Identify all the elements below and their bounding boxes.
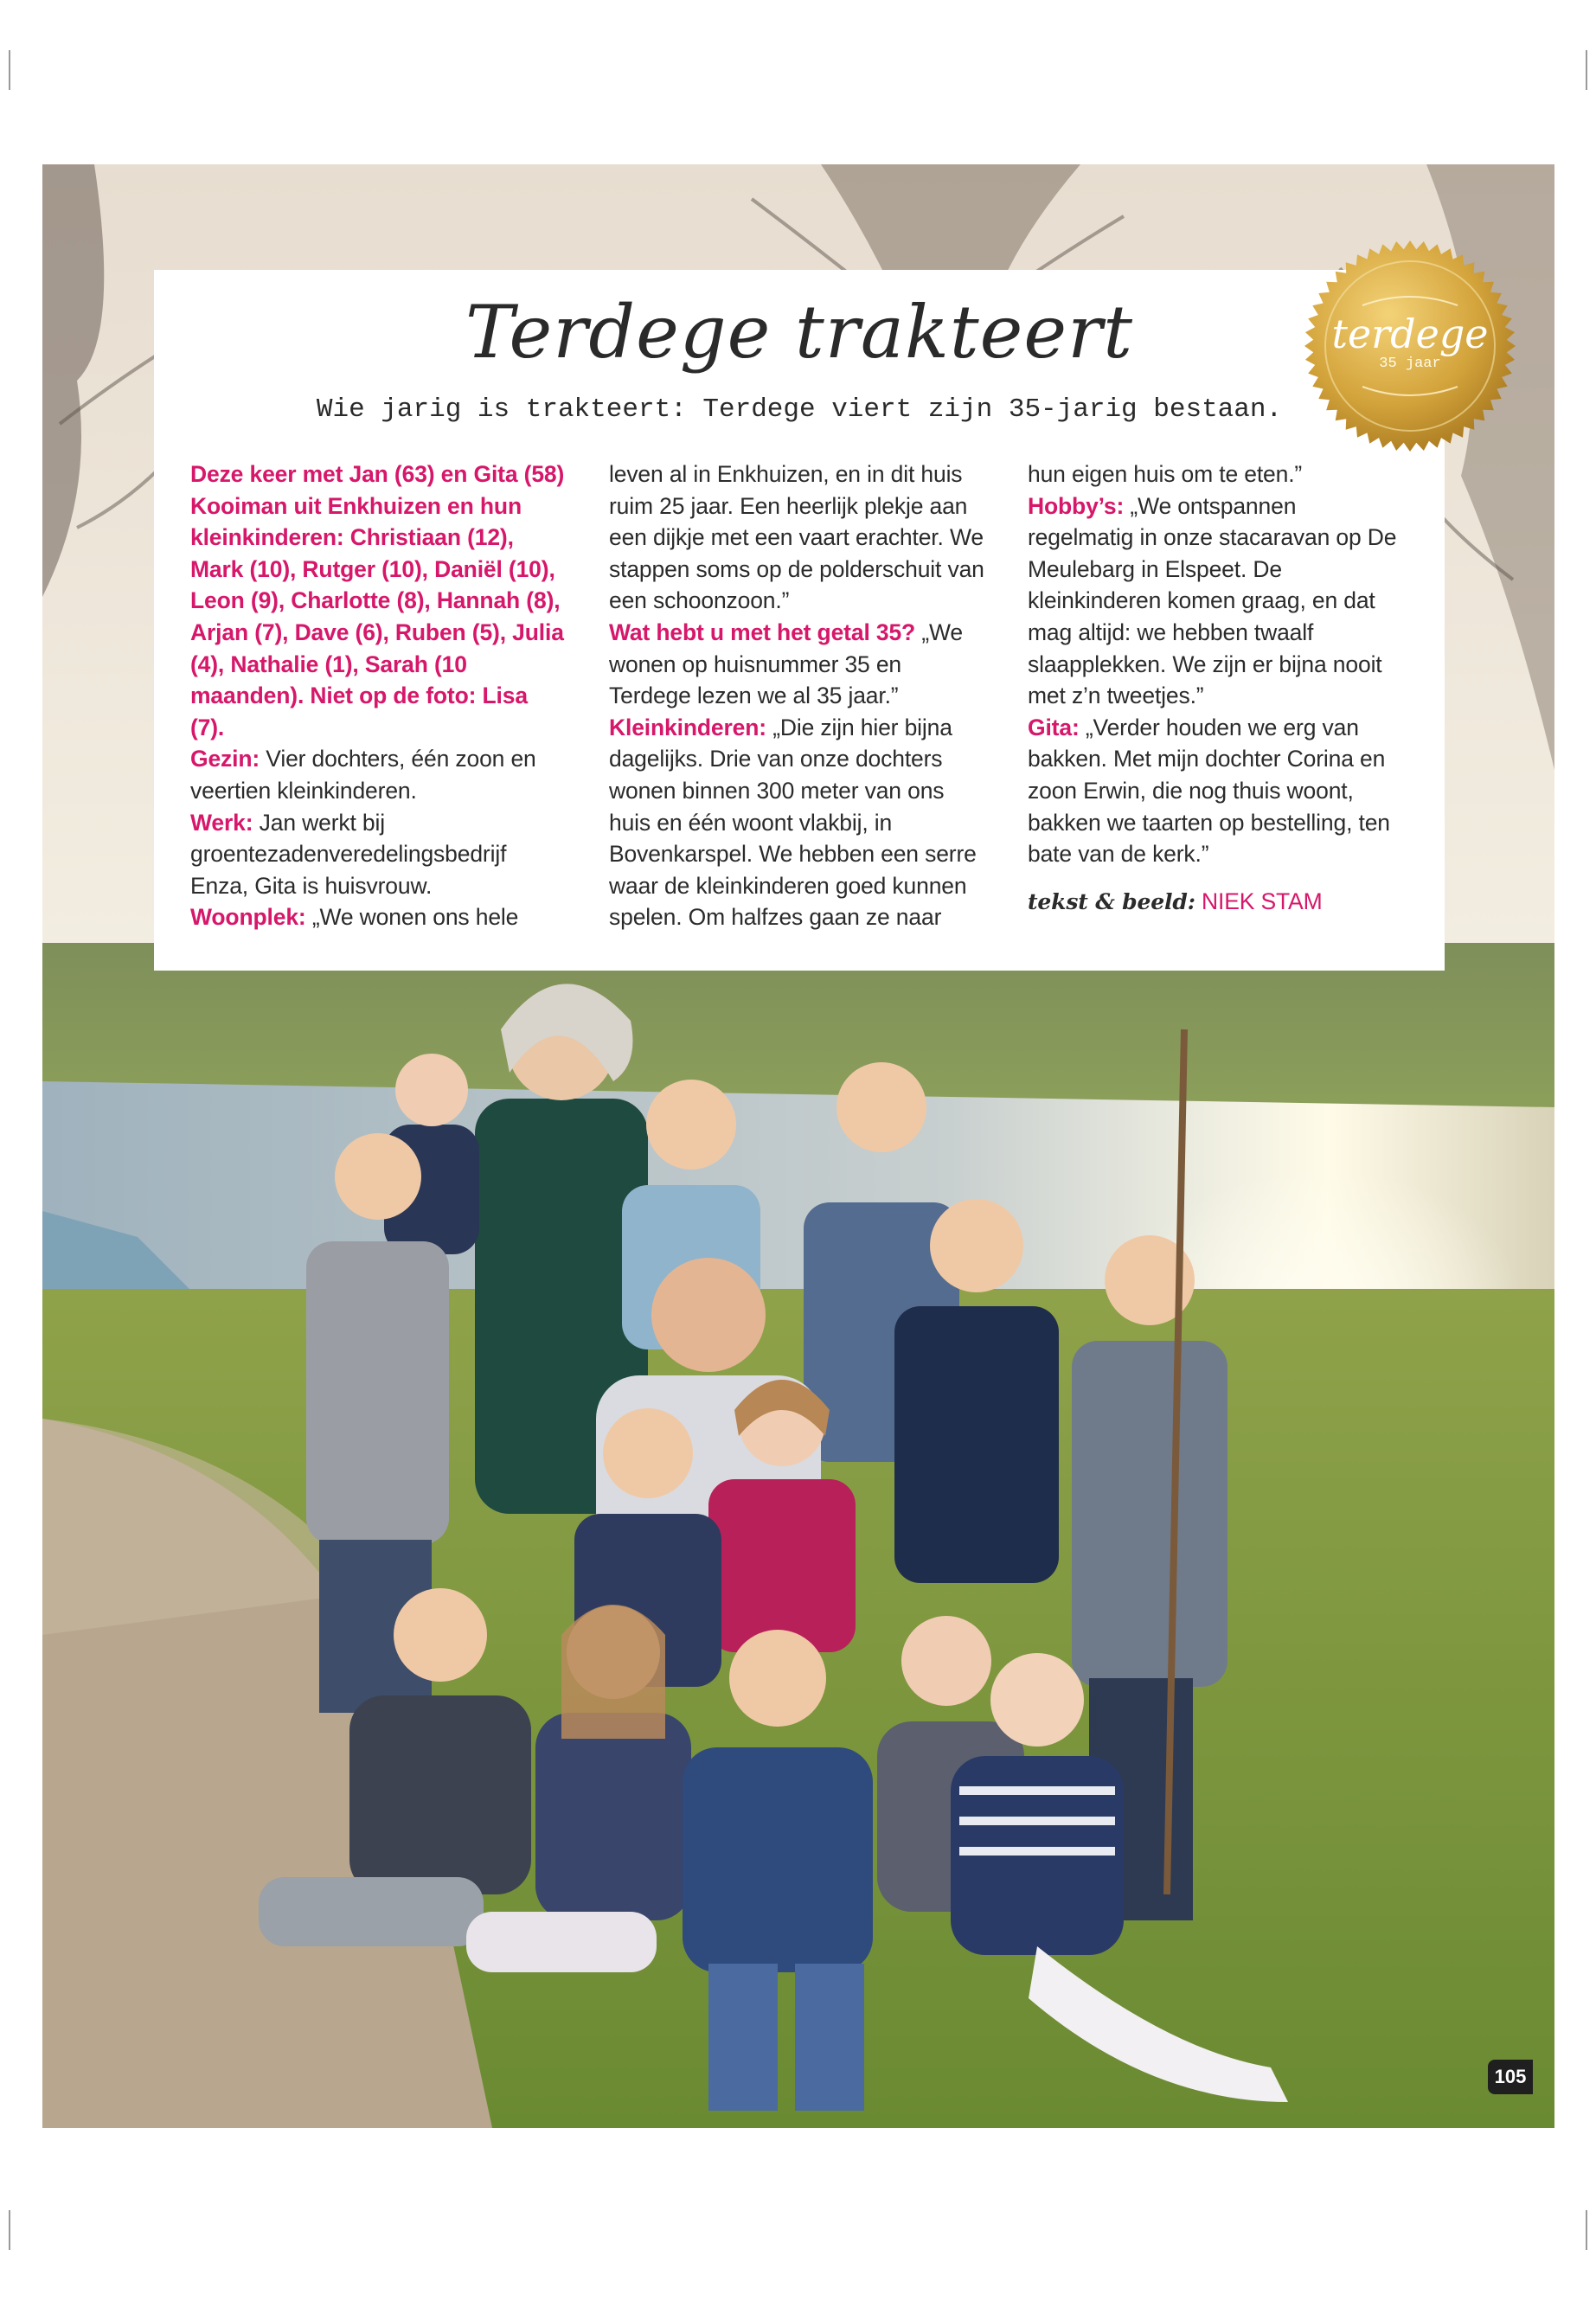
werk-text: Jan werkt bij groentezadenveredelingsbedrijf Enza, Gita is huisvrouw.: [190, 809, 507, 899]
anniversary-seal: [1302, 238, 1518, 454]
hobby-text: „We ontspannen regelmatig in onze stacaravan op De Meulebarg in Elspeet. De kleinkinderen komen graag, en dat mag altijd: we hebben twaalf slaapplekken. We zijn er bijna nooit met z’n tweetjes.”: [1028, 492, 1397, 709]
woonplek-text: „We wonen ons hele: [311, 904, 519, 931]
werk-label: Werk:: [190, 809, 253, 836]
hobby-label: Hobby’s:: [1028, 492, 1125, 519]
credit-label: tekst & beeld:: [1028, 888, 1195, 914]
getal-text: „We wonen op huisnummer 35 en Terdege lezen we al 35 jaar.”: [609, 619, 963, 709]
crop-mark-top-right: [1586, 50, 1587, 90]
page-number: 105: [1488, 2060, 1533, 2094]
seal-subtitle: 35 jaar: [1379, 356, 1441, 372]
article-title: Terdege trakteert: [465, 290, 1133, 375]
intro-text: Deze keer met Jan (63) en Gita (58) Kooiman uit Enkhuizen en hun kleinkinderen: Christiaan (12), Mark (10), Rutger (10), Daniël (10), Leon (9), Charlotte (8), Hannah (8), Arjan (7), Dave (6), Ruben (5), Julia (4), Nathalie (1), Sarah (10 maanden). Niet op de foto: Lisa (7).: [190, 461, 565, 740]
credit-line: [1028, 886, 1404, 919]
article-subtitle: Wie jarig is trakteert: Terdege viert zijn 35-jarig bestaan.: [316, 394, 1283, 425]
woonplek-continued-text: leven al in Enkhuizen, en in dit huis ruim 25 jaar. Een heerlijk plekje aan een dijkje met een vaart erachter. We stappen soms op de polderschuit van een schoonzoon.”: [609, 461, 984, 614]
gezin-label: Gezin:: [190, 746, 260, 772]
article-column-2: [609, 458, 985, 933]
woonplek-label: Woonplek:: [190, 904, 306, 931]
crop-mark-bottom-left: [9, 2210, 10, 2250]
gezin-text: Vier dochters, één zoon en veertien kleinkinderen.: [190, 746, 536, 804]
article-column-1: [190, 458, 567, 933]
kleinkinderen-label: Kleinkinderen:: [609, 714, 766, 740]
kleinkinderen-text: „Die zijn hier bijna dagelijks. Drie van onze dochters wonen binnen 300 meter van ons huis en één woont vlakbij, in Bovenkarspel. We hebben een serre waar de kleinkinderen goed kunnen spelen. Om halfzes gaan ze naar: [609, 714, 977, 931]
crop-mark-bottom-right: [1586, 2210, 1587, 2250]
seal-title: terdege: [1331, 311, 1489, 357]
article-panel: [154, 270, 1445, 971]
crop-mark-top-left: [9, 50, 10, 90]
credit-name: NIEK STAM: [1202, 888, 1323, 914]
getal-label: Wat hebt u met het getal 35?: [609, 619, 916, 645]
gita-label: Gita:: [1028, 714, 1080, 740]
kleinkinderen-continued-text: hun eigen huis om te eten.”: [1028, 461, 1303, 487]
article-column-3: [1028, 458, 1404, 918]
gita-text: „Verder houden we erg van bakken. Met mijn dochter Corina en zoon Erwin, die nog thuis woont, bakken we taarten op bestelling, ten bate van de kerk.”: [1028, 714, 1390, 868]
